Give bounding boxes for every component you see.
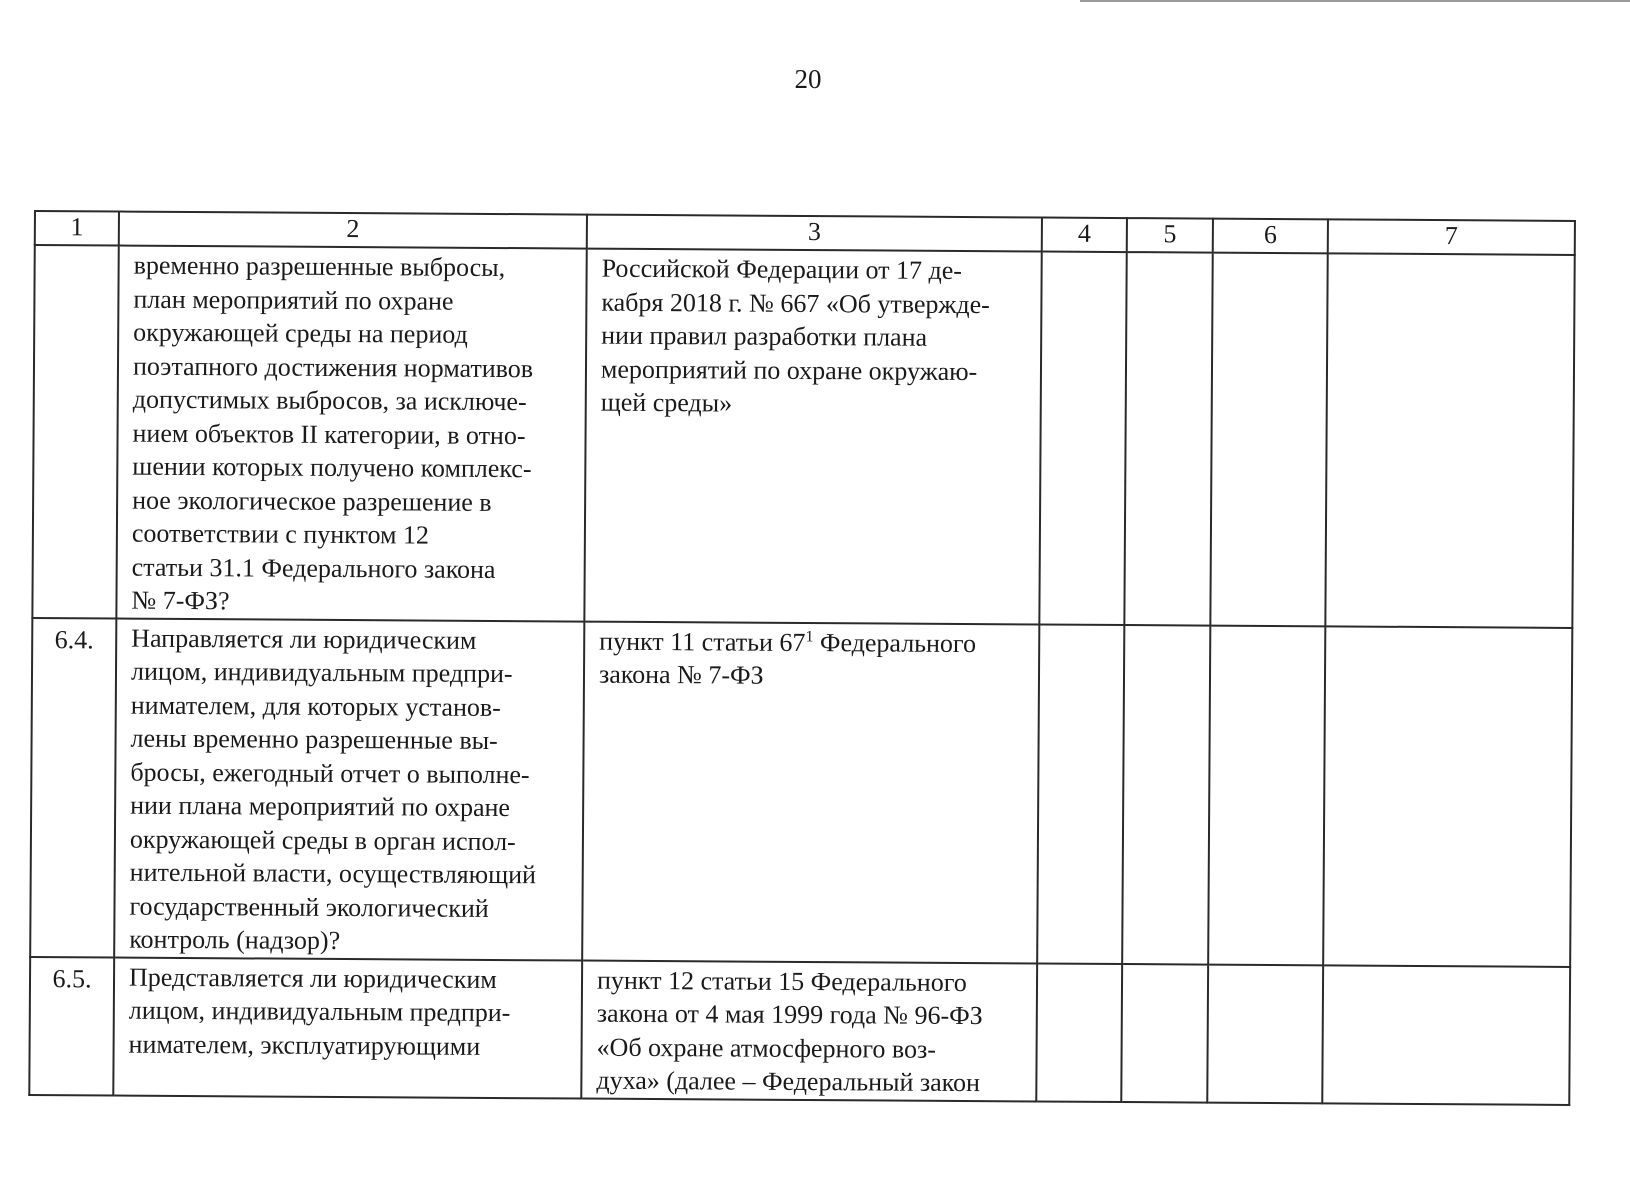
table-row: [32, 245, 1574, 627]
answer-cell-6: [1210, 253, 1327, 626]
answer-cell-4: [1039, 252, 1126, 625]
column-header-1: 1: [35, 211, 119, 246]
answer-cell-7: [1322, 965, 1570, 1105]
reference-superscript: 1: [805, 627, 814, 645]
column-header-2: 2: [119, 212, 587, 249]
reference-text-start: пункт 11 статьи 67: [599, 626, 806, 657]
table-row: [30, 617, 1572, 966]
answer-cell-7: [1323, 626, 1572, 967]
legal-reference: [584, 249, 1041, 624]
answer-cell-4: [1036, 963, 1122, 1102]
question-text: Направляется ли юридическим лицом, индивидуальным предпри- нимателем, для которых установ- лены временно разрешенные вы- бросы, ежегодный отчет о выполне- нии плана мероприятий по охране окружающей среды в орган испол- нительной власти, осуществляющий государственный экологический контроль (надзор)?: [129, 623, 537, 955]
checklist-table: [28, 210, 1576, 1105]
column-header-4: 4: [1042, 218, 1127, 253]
requirement-question: [116, 246, 586, 622]
column-header-3: 3: [587, 215, 1042, 252]
answer-cell-6: [1207, 964, 1323, 1103]
row-number: [32, 245, 118, 618]
legal-reference: [581, 960, 1037, 1101]
legal-reference: [582, 621, 1039, 963]
reference-text: Российской Федерации от 17 де- кабря 2018 г. № 667 «Об утвержде- нии правил разработки плана мероприятий по охране окружаю- щей среды»: [600, 253, 990, 418]
column-header-7: 7: [1328, 219, 1575, 255]
answer-cell-5: [1121, 964, 1208, 1103]
row-number: 6.4.: [30, 617, 116, 957]
answer-cell-4: [1037, 624, 1124, 964]
answer-cell-5: [1122, 625, 1210, 965]
column-header-5: 5: [1127, 218, 1213, 253]
question-text: Представляется ли юридическим лицом, индивидуальным предпри- нимателем, эксплуатирующими: [128, 962, 511, 1061]
requirement-question: [114, 618, 584, 960]
row-number: 6.5.: [29, 956, 114, 1095]
reference-text: пункт 12 статьи 15 Федерального закона от 4 мая 1999 года № 96-ФЗ «Об охране атмосферного воз- духа» (далее – Федеральный закон: [596, 965, 983, 1098]
answer-cell-5: [1124, 252, 1212, 625]
answer-cell-6: [1208, 625, 1325, 965]
requirement-question: [113, 957, 582, 1098]
column-header-6: 6: [1213, 219, 1328, 254]
reference-text: [599, 624, 1028, 694]
answer-cell-7: [1325, 253, 1574, 627]
scan-edge-line: [1080, 0, 1630, 2]
question-text: временно разрешенные выбросы, план мероприятий по охране окружающей среды на период поэтапного достижения нормативов допустимых выбросов, за исключе- нием объектов II категории, в отно- шении которых получено комплекс- ное экологическое разрешение в соответствии с пунктом 12 статьи 31.1 Федерального закона № 7-ФЗ?: [131, 250, 534, 616]
page-number: 20: [794, 64, 822, 94]
table-row: [29, 956, 1570, 1104]
reference-text-end: Федерального закона № 7-ФЗ: [598, 627, 977, 690]
